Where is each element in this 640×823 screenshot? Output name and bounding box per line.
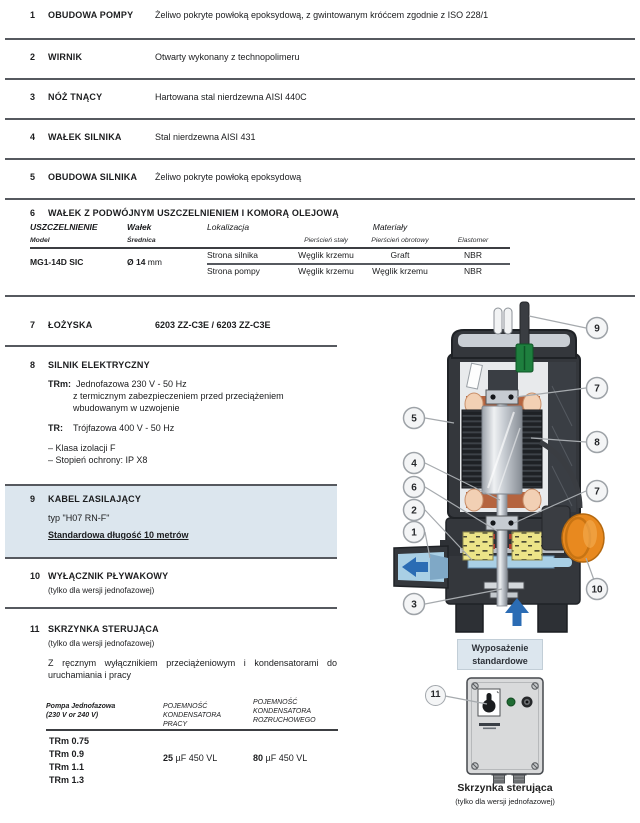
callout-9 <box>587 318 608 339</box>
seal-col-header: USZCZELNIENIE <box>30 222 98 232</box>
row-number: 10 <box>30 571 41 581</box>
spec-desc: Stal nierdzewna AISI 431 <box>155 132 256 142</box>
divider <box>5 198 635 200</box>
divider <box>5 38 635 40</box>
spec-desc: Żeliwo pokryte powłoką epoksydową <box>155 172 302 182</box>
stator-stack-right <box>522 410 542 488</box>
divider <box>5 557 337 559</box>
run-capacitor-value <box>163 753 217 763</box>
cable-gland <box>516 344 533 372</box>
bearings-value: 6203 ZZ-C3E / 6203 ZZ-C3E <box>155 320 271 330</box>
callout-11-leader <box>444 691 488 707</box>
motor-insulation-note: – Klasa izolacji F <box>48 443 116 453</box>
start-capacitor-header: POJEMNOŚĆ KONDENSATORA ROZRUCHOWEGO <box>253 699 316 724</box>
run-capacitor-header: POJEMNOŚĆ KONDENSATORA PRACY <box>163 703 221 728</box>
terminal-block <box>488 370 518 390</box>
control-box-caption-note: (tylko dla wersji jednofazowej) <box>455 797 555 806</box>
location-col-header: Lokalizacja <box>207 222 250 232</box>
oil-chamber-right <box>512 532 542 560</box>
stationary-ring-subheader: Pierścień stały <box>304 237 348 244</box>
table-rule <box>207 263 510 265</box>
seal-rotating-cell: Węglik krzemu <box>372 266 428 276</box>
control-box-name: SKRZYNKA STERUJĄCA <box>48 624 159 634</box>
capacitor-col1-line1: Pompa Jednofazowa <box>46 703 116 710</box>
pump-model: TRm 1.1 <box>49 762 85 772</box>
row-number: 11 <box>30 624 40 634</box>
motor-tr-label: TR: <box>48 423 63 433</box>
seal-model-value: MG1-14D SIC <box>30 257 84 267</box>
pump-model: TRm 0.75 <box>49 736 90 746</box>
pump-model: TRm 1.3 <box>49 775 85 785</box>
spec-name-motor-body: OBUDOWA SILNIKA <box>48 172 138 182</box>
svg-text:4: 4 <box>411 458 417 470</box>
divider <box>5 158 635 160</box>
float-switch-name: WYŁĄCZNIK PŁYWAKOWY <box>48 571 169 581</box>
pump-model: TRm 0.9 <box>49 749 85 759</box>
row-number: 8 <box>30 360 36 370</box>
elastomer-subheader: Elastomer <box>457 237 489 244</box>
callout-11: 11 <box>425 685 446 706</box>
seal-elastomer-cell: NBR <box>464 266 482 276</box>
seal-diameter-value: Ø 14 <box>127 257 146 267</box>
row-number: 2 <box>30 52 36 62</box>
row-number: 3 <box>30 92 36 102</box>
callout-8 <box>587 432 608 453</box>
motor-name: SILNIK ELEKTRYCZNY <box>48 360 150 370</box>
svg-text:9: 9 <box>594 323 600 335</box>
start-capacitor-value <box>253 753 307 763</box>
divider <box>5 607 337 609</box>
seal-elastomer-cell: NBR <box>464 250 482 260</box>
svg-text:3: 3 <box>411 599 417 611</box>
callout-7-lower <box>587 481 608 502</box>
power-led <box>507 698 515 706</box>
pump-model-list <box>49 735 89 787</box>
motor-protection-note: – Stopień ochrony: IP X8 <box>48 455 148 465</box>
rotating-ring-subheader: Pierścień obrotowy <box>371 237 429 244</box>
model-subheader: Model <box>30 237 50 244</box>
callout-7-upper <box>587 378 608 399</box>
callout-6 <box>404 477 425 498</box>
svg-text:6: 6 <box>411 482 417 494</box>
callout-4 <box>404 453 425 474</box>
row-number: 6 <box>30 208 36 218</box>
table-rule <box>46 729 338 731</box>
callout-10 <box>587 579 608 600</box>
callout-1 <box>404 522 425 543</box>
table-rule <box>30 247 510 249</box>
callout-2 <box>404 500 425 521</box>
control-box-note: (tylko dla wersji jednofazowej) <box>48 639 155 648</box>
spec-name-impeller: WIRNIK <box>48 52 83 62</box>
cable-length: Standardowa długość 10 metrów <box>48 530 189 540</box>
seal-stationary-cell: Węglik krzemu <box>298 266 354 276</box>
water-passage <box>550 558 572 567</box>
cable-name: KABEL ZASILAJĄCY <box>48 494 142 504</box>
diameter-subheader: Średnica <box>127 237 156 244</box>
bearings-name: ŁOŻYSKA <box>48 320 93 330</box>
spec-desc: Otwarty wykonany z technopolimeru <box>155 52 300 62</box>
run-capacitor-number: 25 <box>163 753 174 763</box>
motor-trm-line3: wbudowanym w uzwojenie <box>73 403 180 413</box>
callout-3 <box>404 594 425 615</box>
start-capacitor-number: 80 <box>253 753 264 763</box>
divider <box>5 78 635 80</box>
row-number: 1 <box>30 10 36 20</box>
divider <box>5 345 337 347</box>
spec-desc: Żeliwo pokryte powłoką epoksydową, z gwintowanym króćcem zgodnie z ISO 228/1 <box>155 10 489 20</box>
control-box-desc: Z ręcznym wyłącznikiem przeciążeniowym i kondensatorami do uruchamiania i pracy <box>48 658 337 680</box>
overload-button[interactable] <box>522 697 533 708</box>
motor-trm-line1: Jednofazowa 230 V - 50 Hz <box>76 379 187 389</box>
float-switch <box>562 514 604 562</box>
motor-trm-line2: z termicznym zabezpieczeniem przed przeciążeniem <box>73 391 284 401</box>
seal-location-cell: Strona silnika <box>207 250 259 260</box>
row-number: 9 <box>30 494 36 504</box>
spec-desc: Hartowana stal nierdzewna AISI 440C <box>155 92 307 102</box>
seal-section-title: WAŁEK Z PODWÓJNYM USZCZELNIENIEM I KOMORĄ OLEJOWĄ <box>48 208 339 218</box>
power-cable <box>520 302 529 348</box>
capacitor-col1-line2: (230 V or 240 V) <box>46 712 99 719</box>
row-number: 4 <box>30 132 36 142</box>
svg-text:10: 10 <box>591 584 603 596</box>
row-number: 5 <box>30 172 36 182</box>
seal-stationary-cell: Węglik krzemu <box>298 250 354 260</box>
pump-cross-section-diagram <box>390 296 640 640</box>
capacitor-col1-header <box>46 702 151 720</box>
seal-location-cell: Strona pompy <box>207 266 260 276</box>
top-cap-band <box>458 334 570 347</box>
svg-text:7: 7 <box>594 486 600 498</box>
spec-name-knife: NÓŻ TNĄCY <box>48 92 103 102</box>
svg-text:7: 7 <box>594 383 600 395</box>
equipment-label-line2: standardowe <box>472 655 528 666</box>
float-switch-note: (tylko dla wersji jednofazowej) <box>48 586 155 595</box>
svg-text:5: 5 <box>411 413 417 425</box>
svg-text:8: 8 <box>594 437 600 449</box>
equipment-label-line1: Wyposażenie <box>471 643 529 653</box>
spec-name-shaft: WAŁEK SILNIKA <box>48 132 122 142</box>
motor-tr-value: Trójfazowa 400 V - 50 Hz <box>73 423 175 433</box>
motor-trm-label: TRm: <box>48 379 71 389</box>
control-box-caption: Skrzynka sterująca <box>457 782 553 794</box>
housing-section-hatch <box>548 362 576 512</box>
shaft-col-header: Wałek <box>127 222 152 232</box>
spec-name-pump-body: OBUDOWA POMPY <box>48 10 134 20</box>
upper-bearing <box>486 390 518 404</box>
start-capacitor-unit: µF 450 VL <box>263 753 308 763</box>
run-capacitor-unit: µF 450 VL <box>173 753 218 763</box>
seal-diameter-unit: mm <box>145 257 162 267</box>
standard-equipment-label <box>457 639 543 670</box>
row-number: 7 <box>30 320 36 330</box>
materials-col-header: Materiały <box>372 222 408 232</box>
cable-type: typ "H07 RN-F" <box>48 513 110 523</box>
svg-text:1: 1 <box>411 527 417 539</box>
seal-rotating-cell: Graft <box>390 250 410 260</box>
callout-5 <box>404 408 425 429</box>
stator-stack-left <box>462 410 482 488</box>
svg-text:2: 2 <box>411 505 417 517</box>
divider <box>5 118 635 120</box>
